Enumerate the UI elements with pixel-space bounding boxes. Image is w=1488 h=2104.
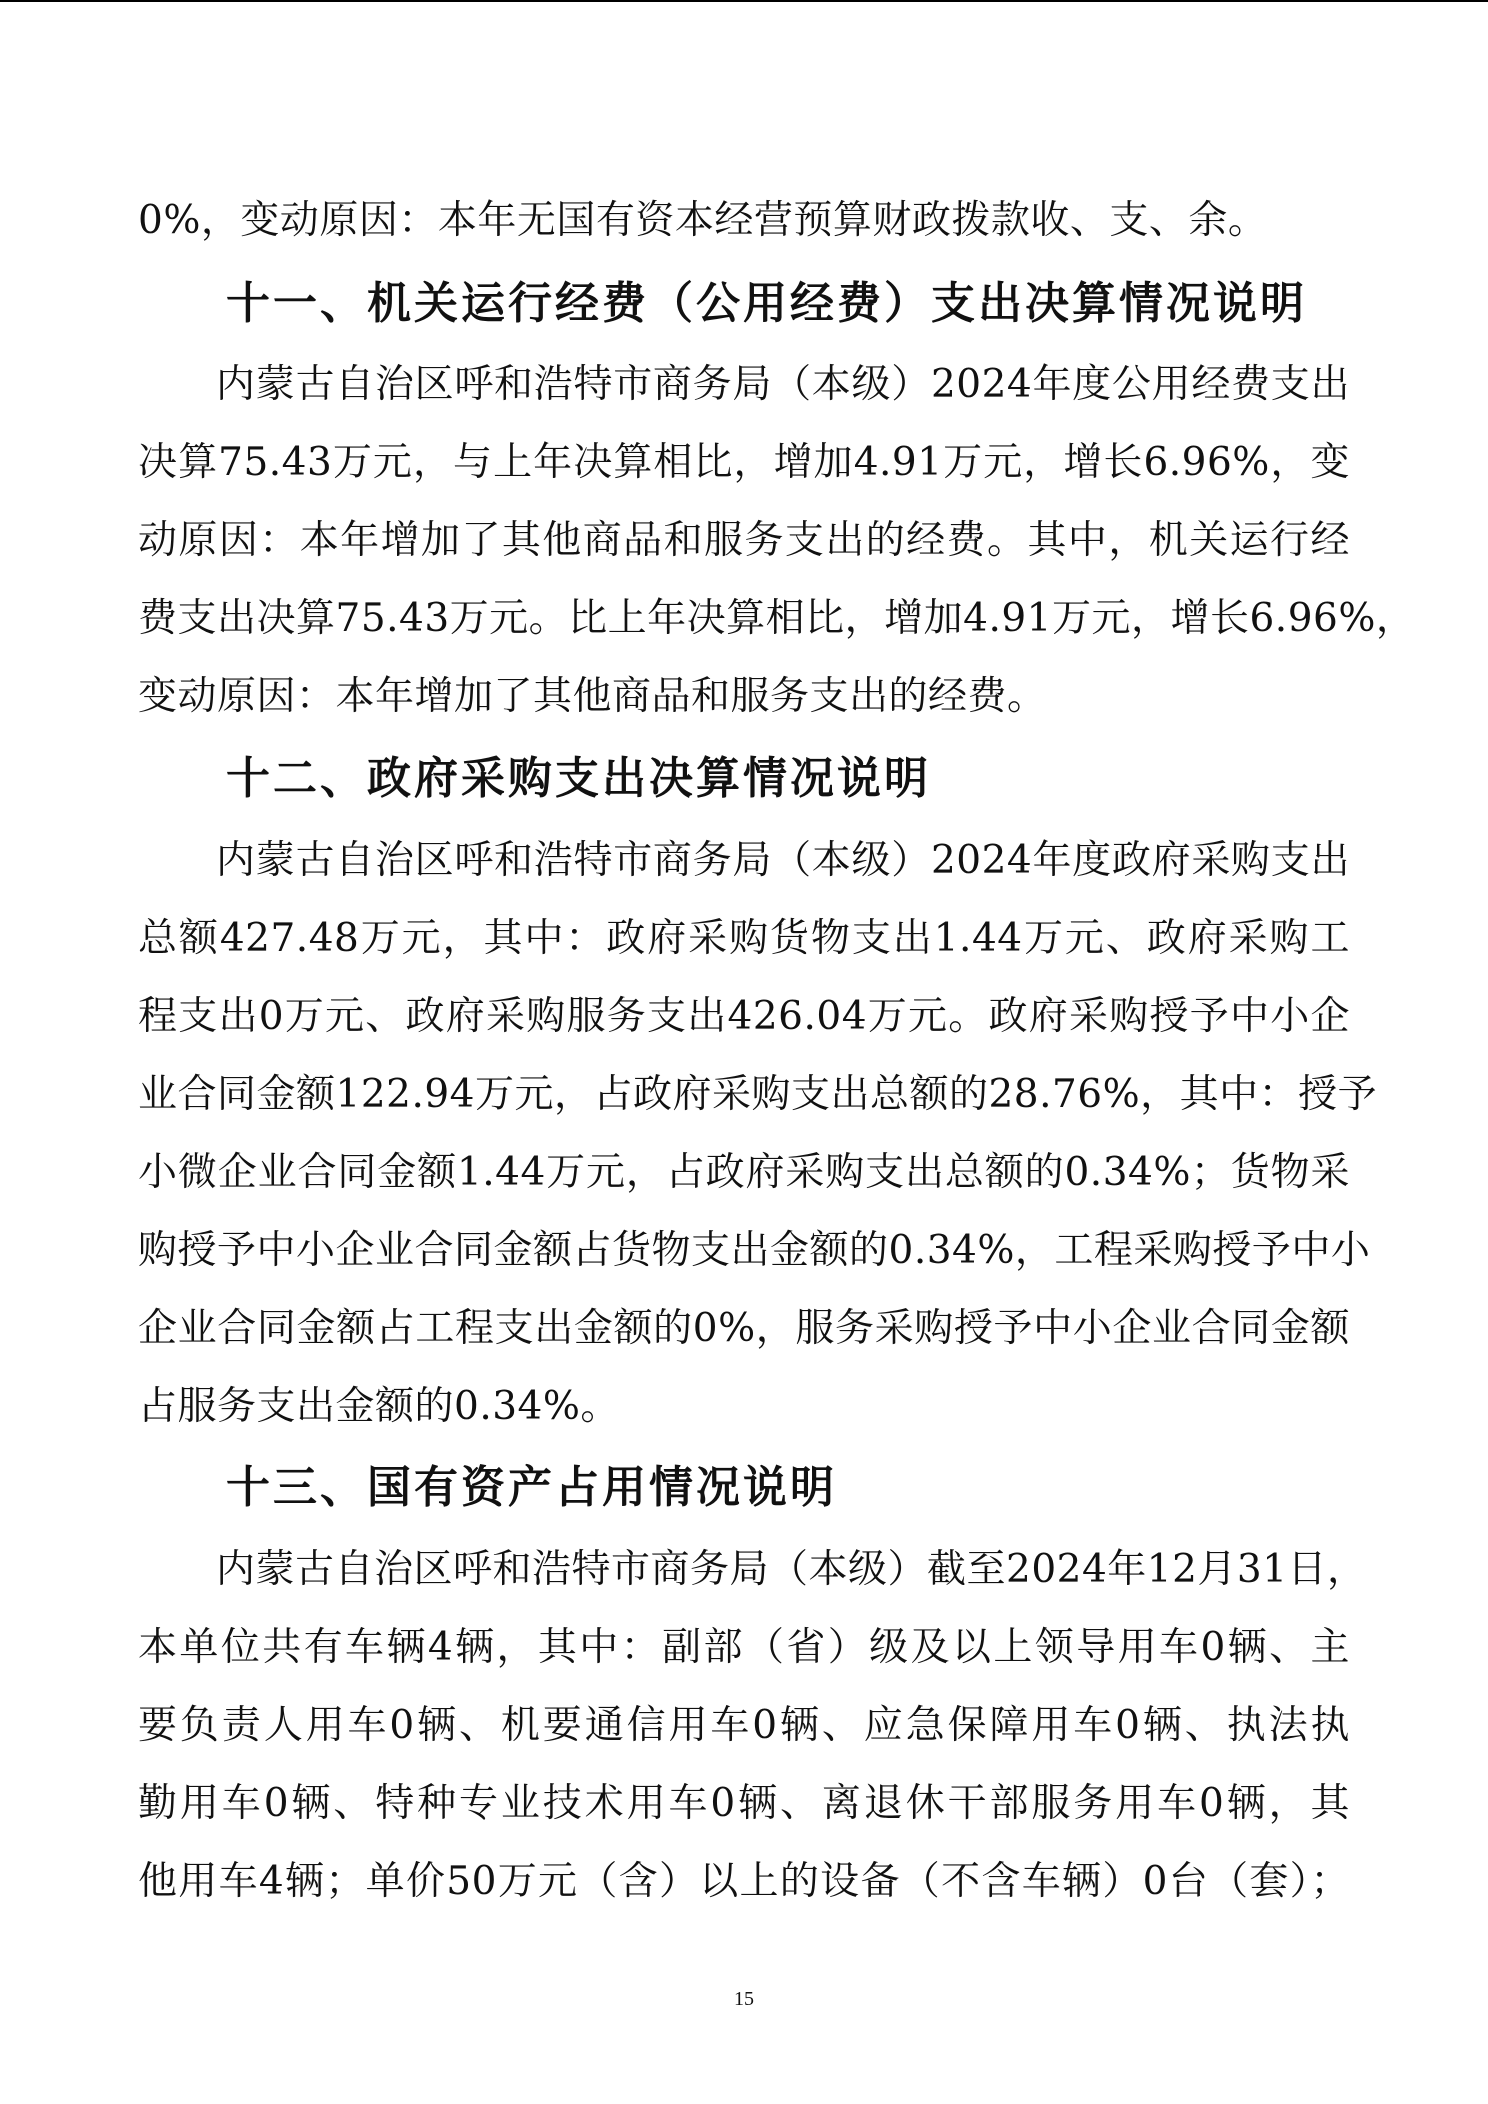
paragraph-line: 他用车4辆；单价50万元（含）以上的设备（不含车辆）0台（套）； [138, 1859, 1350, 1904]
paragraph-line: 变动原因：本年增加了其他商品和服务支出的经费。 [138, 674, 1047, 719]
paragraph-line: 内蒙古自治区呼和浩特市商务局（本级）2024年度政府采购支出 [216, 838, 1350, 883]
paragraph-line: 企业合同金额占工程支出金额的0%，服务采购授予中小企业合同金额 [138, 1306, 1350, 1351]
paragraph-line: 小微企业合同金额1.44万元，占政府采购支出总额的0.34%；货物采 [138, 1150, 1350, 1195]
paragraph-line: 占服务支出金额的0.34%。 [138, 1384, 620, 1429]
paragraph-line: 内蒙古自治区呼和浩特市商务局（本级）2024年度公用经费支出 [216, 362, 1350, 407]
paragraph-line: 决算75.43万元，与上年决算相比，增加4.91万元，增长6.96%，变 [138, 440, 1350, 485]
section-heading-12: 十二、政府采购支出决算情况说明 [226, 753, 931, 804]
paragraph-line: 程支出0万元、政府采购服务支出426.04万元。政府采购授予中小企 [138, 994, 1350, 1039]
paragraph-line: 购授予中小企业合同金额占货物支出金额的0.34%，工程采购授予中小 [138, 1228, 1371, 1273]
paragraph-line: 业合同金额122.94万元，占政府采购支出总额的28.76%，其中：授予 [138, 1072, 1378, 1117]
paragraph-line: 内蒙古自治区呼和浩特市商务局（本级）截至2024年12月31日， [216, 1547, 1367, 1592]
section-heading-13: 十三、国有资产占用情况说明 [226, 1462, 837, 1513]
paragraph-line: 0%，变动原因：本年无国有资本经营预算财政拨款收、支、余。 [138, 198, 1268, 243]
paragraph-line: 要负责人用车0辆、机要通信用车0辆、应急保障用车0辆、执法执 [138, 1703, 1350, 1748]
paragraph-line: 总额427.48万元，其中：政府采购货物支出1.44万元、政府采购工 [138, 916, 1350, 961]
paragraph-line: 本单位共有车辆4辆，其中：副部（省）级及以上领导用车0辆、主 [138, 1625, 1350, 1670]
paragraph-line: 勤用车0辆、特种专业技术用车0辆、离退休干部服务用车0辆，其 [138, 1781, 1350, 1826]
paragraph-line: 费支出决算75.43万元。比上年决算相比，增加4.91万元，增长6.96%， [138, 596, 1416, 641]
page-number: 15 [734, 1988, 754, 2010]
section-heading-11: 十一、机关运行经费（公用经费）支出决算情况说明 [226, 278, 1307, 329]
paragraph-line: 动原因：本年增加了其他商品和服务支出的经费。其中，机关运行经 [138, 518, 1350, 563]
